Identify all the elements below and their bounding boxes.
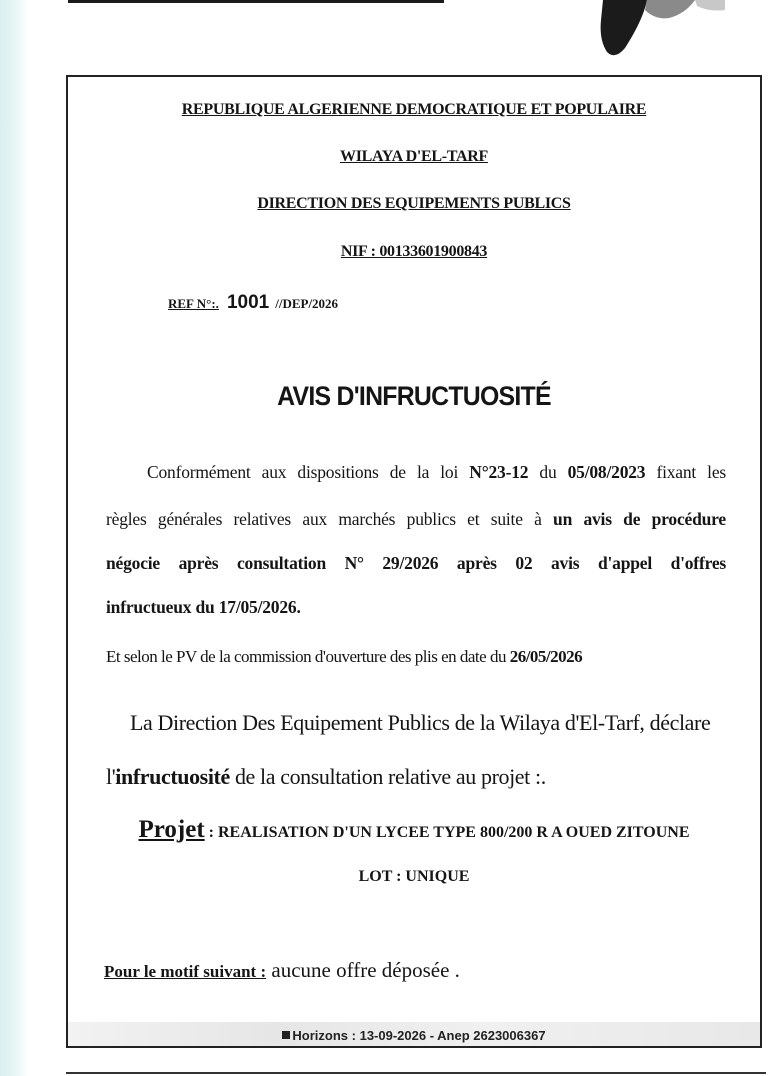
header-republic: REPUBLIQUE ALGERIENNE DEMOCRATIQUE ET POPULAIRE — [181, 101, 647, 118]
paragraph1-line4: infructueux du 17/05/2026. — [106, 597, 301, 617]
reference-line — [168, 292, 338, 314]
paragraph1-line3: négocie après consultation N° 29/2026 après 02 avis d'appel d'offres — [106, 553, 726, 573]
top-rule — [68, 0, 444, 3]
reference-suffix: //DEP/2026 — [275, 296, 339, 311]
reference-label: REF N°:. — [168, 296, 219, 311]
paragraph1-line1: Conformément aux dispositions de la loi N°23-12 du 05/08/2023 fixant les — [147, 462, 727, 482]
header-direction: DIRECTION DES EQUIPEMENTS PUBLICS — [257, 195, 571, 212]
lot-line: LOT : UNIQUE — [358, 868, 470, 885]
projet-line — [66, 816, 762, 844]
bottom-rule — [66, 1072, 766, 1074]
motif-label: Pour le motif suivant : — [104, 962, 267, 981]
paragraph2: Et selon le PV de la commission d'ouverture des plis en date du 26/05/2026 — [106, 647, 583, 666]
footer-square-icon — [282, 1031, 290, 1039]
header-wilaya: WILAYA D'EL-TARF — [340, 148, 488, 165]
declaration-line2: l'infructuosité de la consultation relative au projet :. — [106, 764, 546, 789]
declaration-line1: La Direction Des Equipement Publics de la Wilaya d'El-Tarf, déclare — [130, 710, 711, 735]
header-nif: NIF : 00133601900843 — [340, 243, 488, 260]
projet-text: : REALISATION D'UN LYCEE TYPE 800/200 R A OUED ZITOUNE — [204, 824, 690, 841]
motif-text: aucune offre déposée . — [266, 958, 460, 982]
notice-title: AVIS D'INFRUCTUOSITÉ — [277, 381, 551, 411]
motif-line — [104, 958, 460, 983]
projet-label: Projet — [138, 816, 205, 843]
scan-edge — [0, 0, 28, 1076]
top-corner-graphic — [585, 0, 725, 62]
reference-number: 1001 — [226, 292, 270, 313]
paragraph1-line2: règles générales relatives aux marchés publics et suite à un avis de procédure — [106, 509, 726, 529]
footer-credit: Horizons : 13-09-2026 - Anep 2623006367 — [66, 1028, 762, 1043]
